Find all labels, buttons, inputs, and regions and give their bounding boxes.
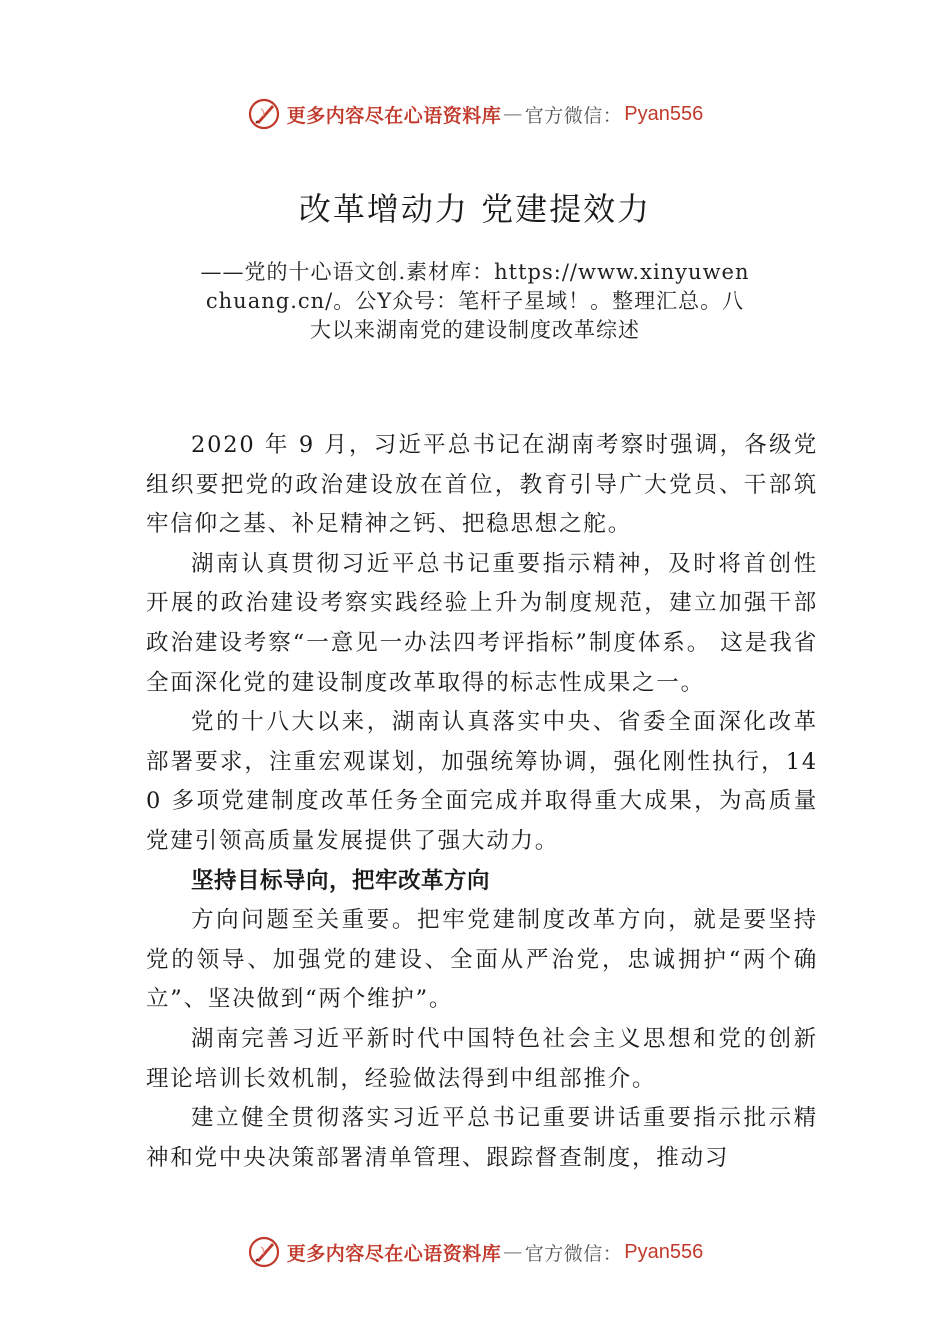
body-paragraph: 建立健全贯彻落实习近平总书记重要讲话重要指示批示精神和党中央决策部署清单管理、跟踪督查制度，推动习 [146,1105,818,1171]
document-body [146,426,818,1178]
body-paragraph: 党的十八大以来，湖南认真落实中央、省委全面深化改革部署要求，注重宏观谋划，加强统筹协调，强化刚性执行，140 多项党建制度改革任务全面完成并取得重大成果，为高质量党建引领高质量发展提供了强大动力。 [146,709,818,854]
quill-pen-logo-icon [247,97,281,131]
header-banner [0,94,950,134]
body-paragraph: 湖南认真贯彻习近平总书记重要指示精神，及时将首创性开展的政治建设考察实践经验上升为制度规范，建立加强干部政治建设考察“一意见一办法四考评指标”制度体系。 这是我省全面深化党的建设制度改革取得的标志性成果之一。 [146,550,818,696]
footer-banner [0,1232,950,1272]
banner-wechat-id: Pyan556 [624,102,704,125]
banner-wechat-id: Pyan556 [624,1240,704,1263]
document-title: 改革增动力 党建提效力 [298,190,652,228]
body-paragraph: 方向问题至关重要。把牢党建制度改革方向，就是要坚持党的领导、加强党的建设、全面从严治党，忠诚拥护“两个确立”、坚决做到“两个维护”。 [146,907,818,1013]
banner-promo-text: 更多内容尽在心语资料库 [286,104,502,127]
document-subtitle: ——党的十心语文创.素材库：https://www.xinyuwenchuang.cn/。公Y众号：笔杆子星域！。整理汇总。八大以来湖南党的建设制度改革综述 [200,260,750,342]
banner-separator: — [503,1241,523,1263]
body-paragraph: 2020 年 9 月，习近平总书记在湖南考察时强调，各级党组织要把党的政治建设放在首位，教育引导广大党员、干部筑牢信仰之基、补足精神之钙、把稳思想之舵。 [146,432,818,538]
banner-separator: — [503,103,523,125]
banner-promo-text: 更多内容尽在心语资料库 [286,1242,502,1265]
body-paragraph: 湖南完善习近平新时代中国特色社会主义思想和党的创新理论培训长效机制，经验做法得到中组部推介。 [146,1025,818,1092]
banner-wechat-label: 官方微信： [524,104,623,127]
section-heading: 坚持目标导向，把牢改革方向 [191,867,491,894]
quill-pen-logo-icon [247,1235,281,1269]
banner-wechat-label: 官方微信： [524,1242,623,1265]
